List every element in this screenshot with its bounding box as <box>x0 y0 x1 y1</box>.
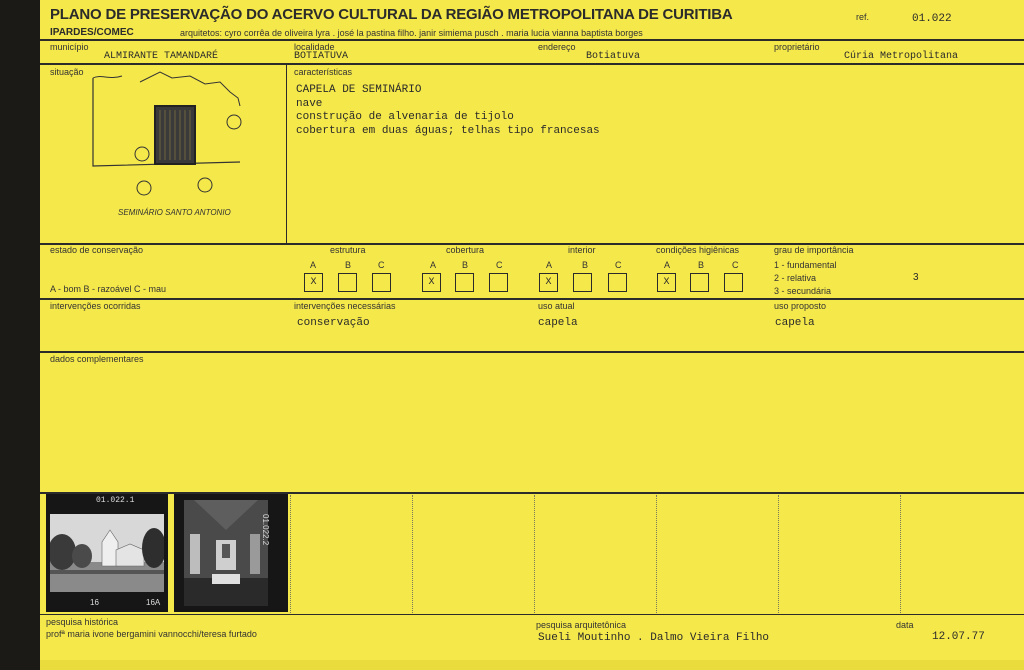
col-letter: B <box>582 260 589 270</box>
data-value: 12.07.77 <box>932 631 985 643</box>
photo-2 <box>174 494 288 612</box>
divider <box>900 495 901 615</box>
endereco-label: endereço <box>538 42 576 52</box>
card-bottom-edge <box>40 660 1024 670</box>
uso-atual-value: capela <box>538 317 578 329</box>
proprietario-label: proprietário <box>774 42 820 52</box>
estrutura-c-checkbox[interactable] <box>372 273 391 292</box>
necessarias-value: conservação <box>297 317 370 329</box>
importancia-label: grau de importância <box>774 245 854 255</box>
col-letter: B <box>698 260 705 270</box>
ref-label: ref. <box>856 12 870 22</box>
estrutura-a-checkbox[interactable]: X <box>304 273 323 292</box>
divider <box>40 63 1024 65</box>
higienicas-b-checkbox[interactable] <box>690 273 709 292</box>
conservacao-legend: A - bom B - razoável C - mau <box>50 284 167 294</box>
cobertura-c-checkbox[interactable] <box>489 273 508 292</box>
photo-1 <box>46 494 168 612</box>
interior-c-checkbox[interactable] <box>608 273 627 292</box>
necessarias-label: intervenções necessárias <box>294 301 396 311</box>
caracteristicas-line: nave <box>296 97 323 110</box>
proprietario-value: Cúria Metropolitana <box>844 51 959 62</box>
divider <box>778 495 779 615</box>
ocorridas-label: intervenções ocorridas <box>50 301 141 311</box>
divider <box>40 243 1024 245</box>
importancia-option: 1 - fundamental <box>774 260 837 270</box>
caracteristicas-text <box>296 84 600 138</box>
caracteristicas-line: construção de alvenaria de tijolo <box>296 111 514 123</box>
estrutura-label: estrutura <box>330 245 366 255</box>
site-sketch <box>90 70 290 220</box>
importancia-value: 3 <box>913 272 919 283</box>
col-letter: C <box>378 260 385 270</box>
col-letter: C <box>732 260 739 270</box>
sketch-caption: SEMINÁRIO SANTO ANTONIO <box>118 208 231 217</box>
cobertura-b-checkbox[interactable] <box>455 273 474 292</box>
divider <box>40 39 1024 41</box>
divider <box>656 495 657 615</box>
divider <box>40 351 1024 353</box>
uso-atual-label: uso atual <box>538 301 575 311</box>
uso-proposto-label: uso proposto <box>774 301 827 311</box>
divider <box>412 495 413 615</box>
higienicas-a-checkbox[interactable]: X <box>657 273 676 292</box>
localidade-label: localidade <box>294 42 335 52</box>
importancia-option: 2 - relativa <box>774 273 817 283</box>
caracteristicas-line: cobertura em duas águas; telhas tipo francesas <box>296 124 600 137</box>
col-letter: B <box>345 260 352 270</box>
dados-label: dados complementares <box>50 354 144 364</box>
divider <box>286 64 287 244</box>
caracteristicas-line: CAPELA DE SEMINÁRIO <box>296 84 422 96</box>
divider <box>534 495 535 615</box>
col-letter: A <box>430 260 437 270</box>
higienicas-c-checkbox[interactable] <box>724 273 743 292</box>
photo-1-code: 01.022.1 <box>96 496 135 505</box>
church-exterior-photo <box>50 514 164 592</box>
localidade-value: BOTIATUVA <box>294 51 349 62</box>
uso-proposto-value: capela <box>775 317 815 329</box>
arquitetonica-label: pesquisa arquitetônica <box>536 620 627 630</box>
cobertura-a-checkbox[interactable]: X <box>422 273 441 292</box>
divider <box>40 614 1024 615</box>
divider <box>40 298 1024 300</box>
photo-1-frame-right: 16A <box>146 598 161 607</box>
higienicas-label: condições higiênicas <box>656 245 740 255</box>
col-letter: A <box>664 260 671 270</box>
caracteristicas-label: características <box>294 67 353 77</box>
interior-label: interior <box>568 245 596 255</box>
municipio-value: ALMIRANTE TAMANDARÉ <box>104 51 219 62</box>
interior-b-checkbox[interactable] <box>573 273 592 292</box>
interior-a-checkbox[interactable]: X <box>539 273 558 292</box>
cobertura-label: cobertura <box>446 245 485 255</box>
inventory-card <box>40 0 1024 670</box>
conservacao-label: estado de conservação <box>50 245 144 255</box>
agency-label: IPARDES/COMEC <box>50 27 134 38</box>
estrutura-b-checkbox[interactable] <box>338 273 357 292</box>
card-title: PLANO DE PRESERVAÇÃO DO ACERVO CULTURAL DA REGIÃO METROPOLITANA DE CURITIBA <box>50 6 733 23</box>
historica-label: pesquisa histórica <box>46 617 119 627</box>
ref-value: 01.022 <box>912 13 952 25</box>
col-letter: A <box>546 260 553 270</box>
col-letter: B <box>462 260 469 270</box>
divider <box>290 495 291 615</box>
architects-line: arquitetos: cyro corrêa de oliveira lyra . josé la pastina filho. janir simiema pusch . maria lucia vianna baptista borges <box>180 28 643 38</box>
situacao-label: situação <box>50 67 84 77</box>
col-letter: C <box>496 260 503 270</box>
photo-1-frame-left: 16 <box>90 598 99 607</box>
church-interior-photo <box>184 500 268 606</box>
col-letter: A <box>310 260 317 270</box>
municipio-label: município <box>50 42 89 52</box>
historica-value: profª maria ivone bergamini vannocchi/teresa furtado <box>46 629 257 639</box>
col-letter: C <box>615 260 622 270</box>
importancia-option: 3 - secundária <box>774 286 832 296</box>
arquitetonica-value: Sueli Moutinho . Dalmo Vieira Filho <box>538 632 770 644</box>
data-label: data <box>896 620 914 630</box>
endereco-value: Botiatuva <box>586 51 641 62</box>
photo-2-code: 01.022.2 <box>261 514 270 546</box>
